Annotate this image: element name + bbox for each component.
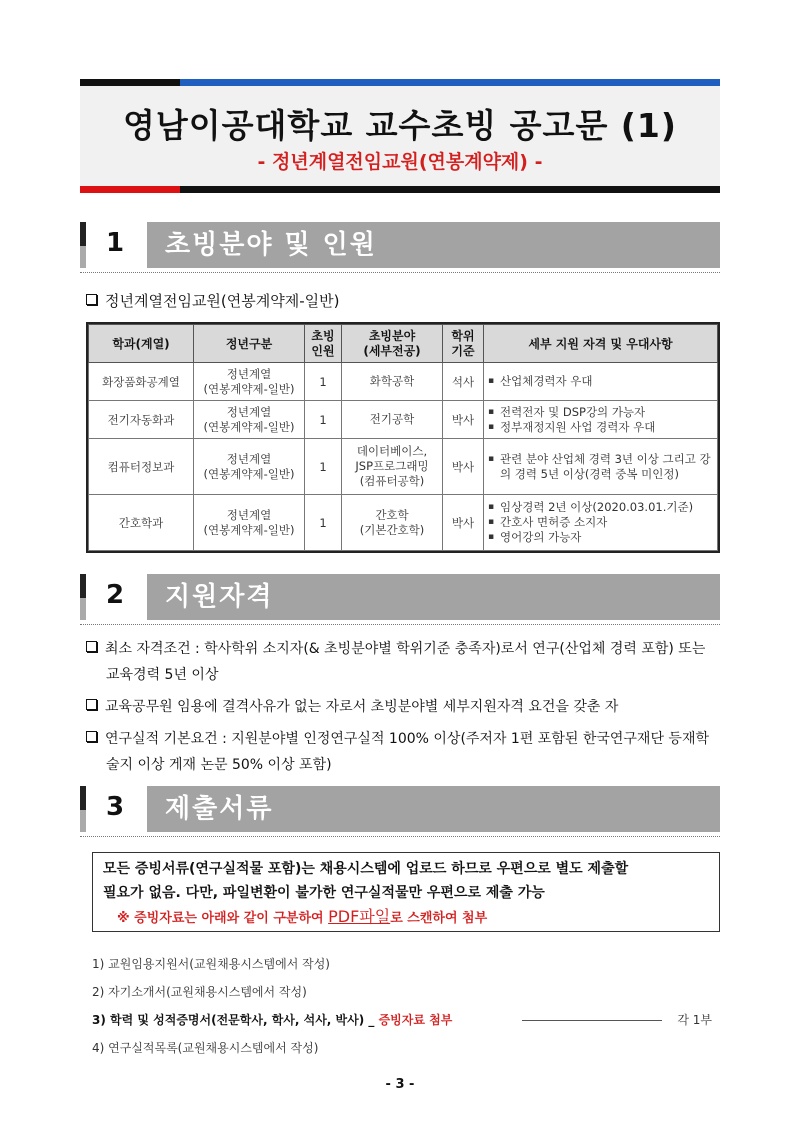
cell-type: 정년계열 (연봉계약제-일반): [194, 401, 305, 439]
col-header-dept: 학과(계열): [89, 325, 194, 363]
pdf-highlight: PDF파일: [328, 907, 391, 926]
copy-count: 각 1부: [677, 1013, 712, 1027]
table-row: [89, 439, 718, 495]
cell-dept: 화장품화공계열: [89, 363, 194, 401]
section-marker-gray: [80, 246, 86, 268]
list-item: 2) 자기소개서(교원채용시스템에서 작성): [92, 985, 307, 999]
cell-reqs: [484, 363, 718, 401]
page-title: 영남이공대학교 교수초빙 공고문 (1): [123, 106, 677, 145]
recruit-table: [86, 322, 720, 553]
cell-dept: 컴퓨터정보과: [89, 439, 194, 495]
checkbox-bullet-icon: [86, 641, 97, 652]
section-1-title: 초빙분야 및 인원: [147, 222, 720, 268]
list-item: 연구실적 기본요건 : 지원분야별 인정연구실적 100% 이상(주저자 1편 포함된 한국연구재단 등재학술지 이상 게재 논문 50% 이상 포함): [86, 726, 720, 778]
checkbox-bullet-icon: [86, 731, 97, 742]
cell-degree: 석사: [443, 363, 484, 401]
cell-field: 화학공학: [342, 363, 443, 401]
table-row: [89, 495, 718, 551]
section-marker-gray: [80, 598, 86, 620]
document-list: [92, 950, 720, 1062]
section-2-number: 2: [105, 580, 125, 610]
section-2-title: 지원자격: [147, 574, 720, 620]
page-number: - 3 -: [385, 1077, 415, 1092]
list-item: 3) 학력 및 성적증명서(전문학사, 학사, 석사, 박사) _ 증빙자료 첨부 각 1부: [92, 1006, 720, 1034]
section-1-subheading: 정년계열전임교원(연봉계약제-일반): [86, 288, 339, 314]
checkbox-bullet-icon: [86, 294, 97, 305]
cell-type: 정년계열 (연봉계약제-일반): [194, 363, 305, 401]
cell-field: 데이터베이스, JSP프로그래밍 (컴퓨터공학): [342, 439, 443, 495]
qualification-list: [86, 636, 720, 778]
section-marker-dark: [80, 786, 86, 810]
cell-type: 정년계열 (연봉계약제-일반): [194, 495, 305, 551]
cell-degree: 박사: [443, 495, 484, 551]
list-item: 교육공무원 임용에 결격사유가 없는 자로서 초빙분야별 세부지원자격 요건을 갖춘 자: [86, 694, 720, 720]
cell-count: 1: [305, 439, 342, 495]
list-item: ▪ 영어강의 가능자: [488, 530, 713, 545]
section-divider: [80, 836, 720, 837]
section-3-title: 제출서류: [147, 786, 720, 832]
header-bar-blue: [180, 79, 720, 86]
attachment-note: 증빙자료 첨부: [378, 1013, 453, 1027]
cell-count: 1: [305, 363, 342, 401]
leader-line: [522, 1020, 662, 1021]
section-marker-dark: [80, 222, 86, 246]
cell-dept: 간호학과: [89, 495, 194, 551]
notice-red-line: ※ 증빙자료는 아래와 같이 구분하여 PDF파일로 스캔하여 첨부: [117, 907, 488, 926]
cell-reqs: [484, 495, 718, 551]
col-header-field: 초빙분야 (세부전공): [342, 325, 443, 363]
col-header-degree: 학위 기준: [443, 325, 484, 363]
section-marker-gray: [80, 810, 86, 832]
table-row: [89, 363, 718, 401]
cell-degree: 박사: [443, 439, 484, 495]
list-item: 4) 연구실적목록(교원채용시스템에서 작성): [92, 1041, 319, 1055]
list-item: 1) 교원임용지원서(교원채용시스템에서 작성): [92, 957, 330, 971]
section-marker-dark: [80, 574, 86, 598]
cell-field: 전기공학: [342, 401, 443, 439]
list-item: ▪ 관련 분야 산업체 경력 3년 이상 그리고 강의 경력 5년 이상(경력 중복 미인정): [488, 452, 713, 482]
section-3-number: 3: [105, 792, 125, 822]
section-divider: [80, 272, 720, 273]
table-row: [89, 401, 718, 439]
notice-box: [92, 852, 720, 932]
list-item: 최소 자격조건 : 학사학위 소지자(& 초빙분야별 학위기준 충족자)로서 연구(산업체 경력 포함) 또는 교육경력 5년 이상: [86, 636, 720, 688]
cell-count: 1: [305, 401, 342, 439]
cell-type: 정년계열 (연봉계약제-일반): [194, 439, 305, 495]
col-header-count: 초빙 인원: [305, 325, 342, 363]
list-item: ▪ 전력전자 및 DSP강의 가능자: [488, 405, 713, 420]
list-item: ▪ 간호사 면허증 소지자: [488, 515, 713, 530]
header-bar-dark: [80, 79, 180, 86]
col-header-reqs: 세부 지원 자격 및 우대사항: [484, 325, 718, 363]
cell-reqs: [484, 439, 718, 495]
section-divider: [80, 624, 720, 625]
notice-line-2: 필요가 없음. 다만, 파일변환이 불가한 연구실적물만 우편으로 제출 가능: [103, 885, 545, 901]
cell-dept: 전기자동화과: [89, 401, 194, 439]
col-header-type: 정년구분: [194, 325, 305, 363]
notice-line-1: 모든 증빙서류(연구실적물 포함)는 채용시스템에 업로드 하므로 우편으로 별도 제출할: [103, 861, 629, 877]
header-bar-dark-bottom: [180, 186, 720, 193]
list-item: ▪ 산업체경력자 우대: [488, 374, 713, 389]
page-subtitle: - 정년계열전임교원(연봉계약제) -: [257, 151, 543, 173]
checkbox-bullet-icon: [86, 699, 97, 710]
list-item: ▪ 임상경력 2년 이상(2020.03.01.기준): [488, 500, 713, 515]
cell-reqs: [484, 401, 718, 439]
cell-count: 1: [305, 495, 342, 551]
cell-field: 간호학 (기본간호학): [342, 495, 443, 551]
header-bar-red: [80, 186, 180, 193]
list-item: ▪ 정부재정지원 사업 경력자 우대: [488, 420, 713, 435]
section-1-number: 1: [105, 228, 125, 258]
cell-degree: 박사: [443, 401, 484, 439]
